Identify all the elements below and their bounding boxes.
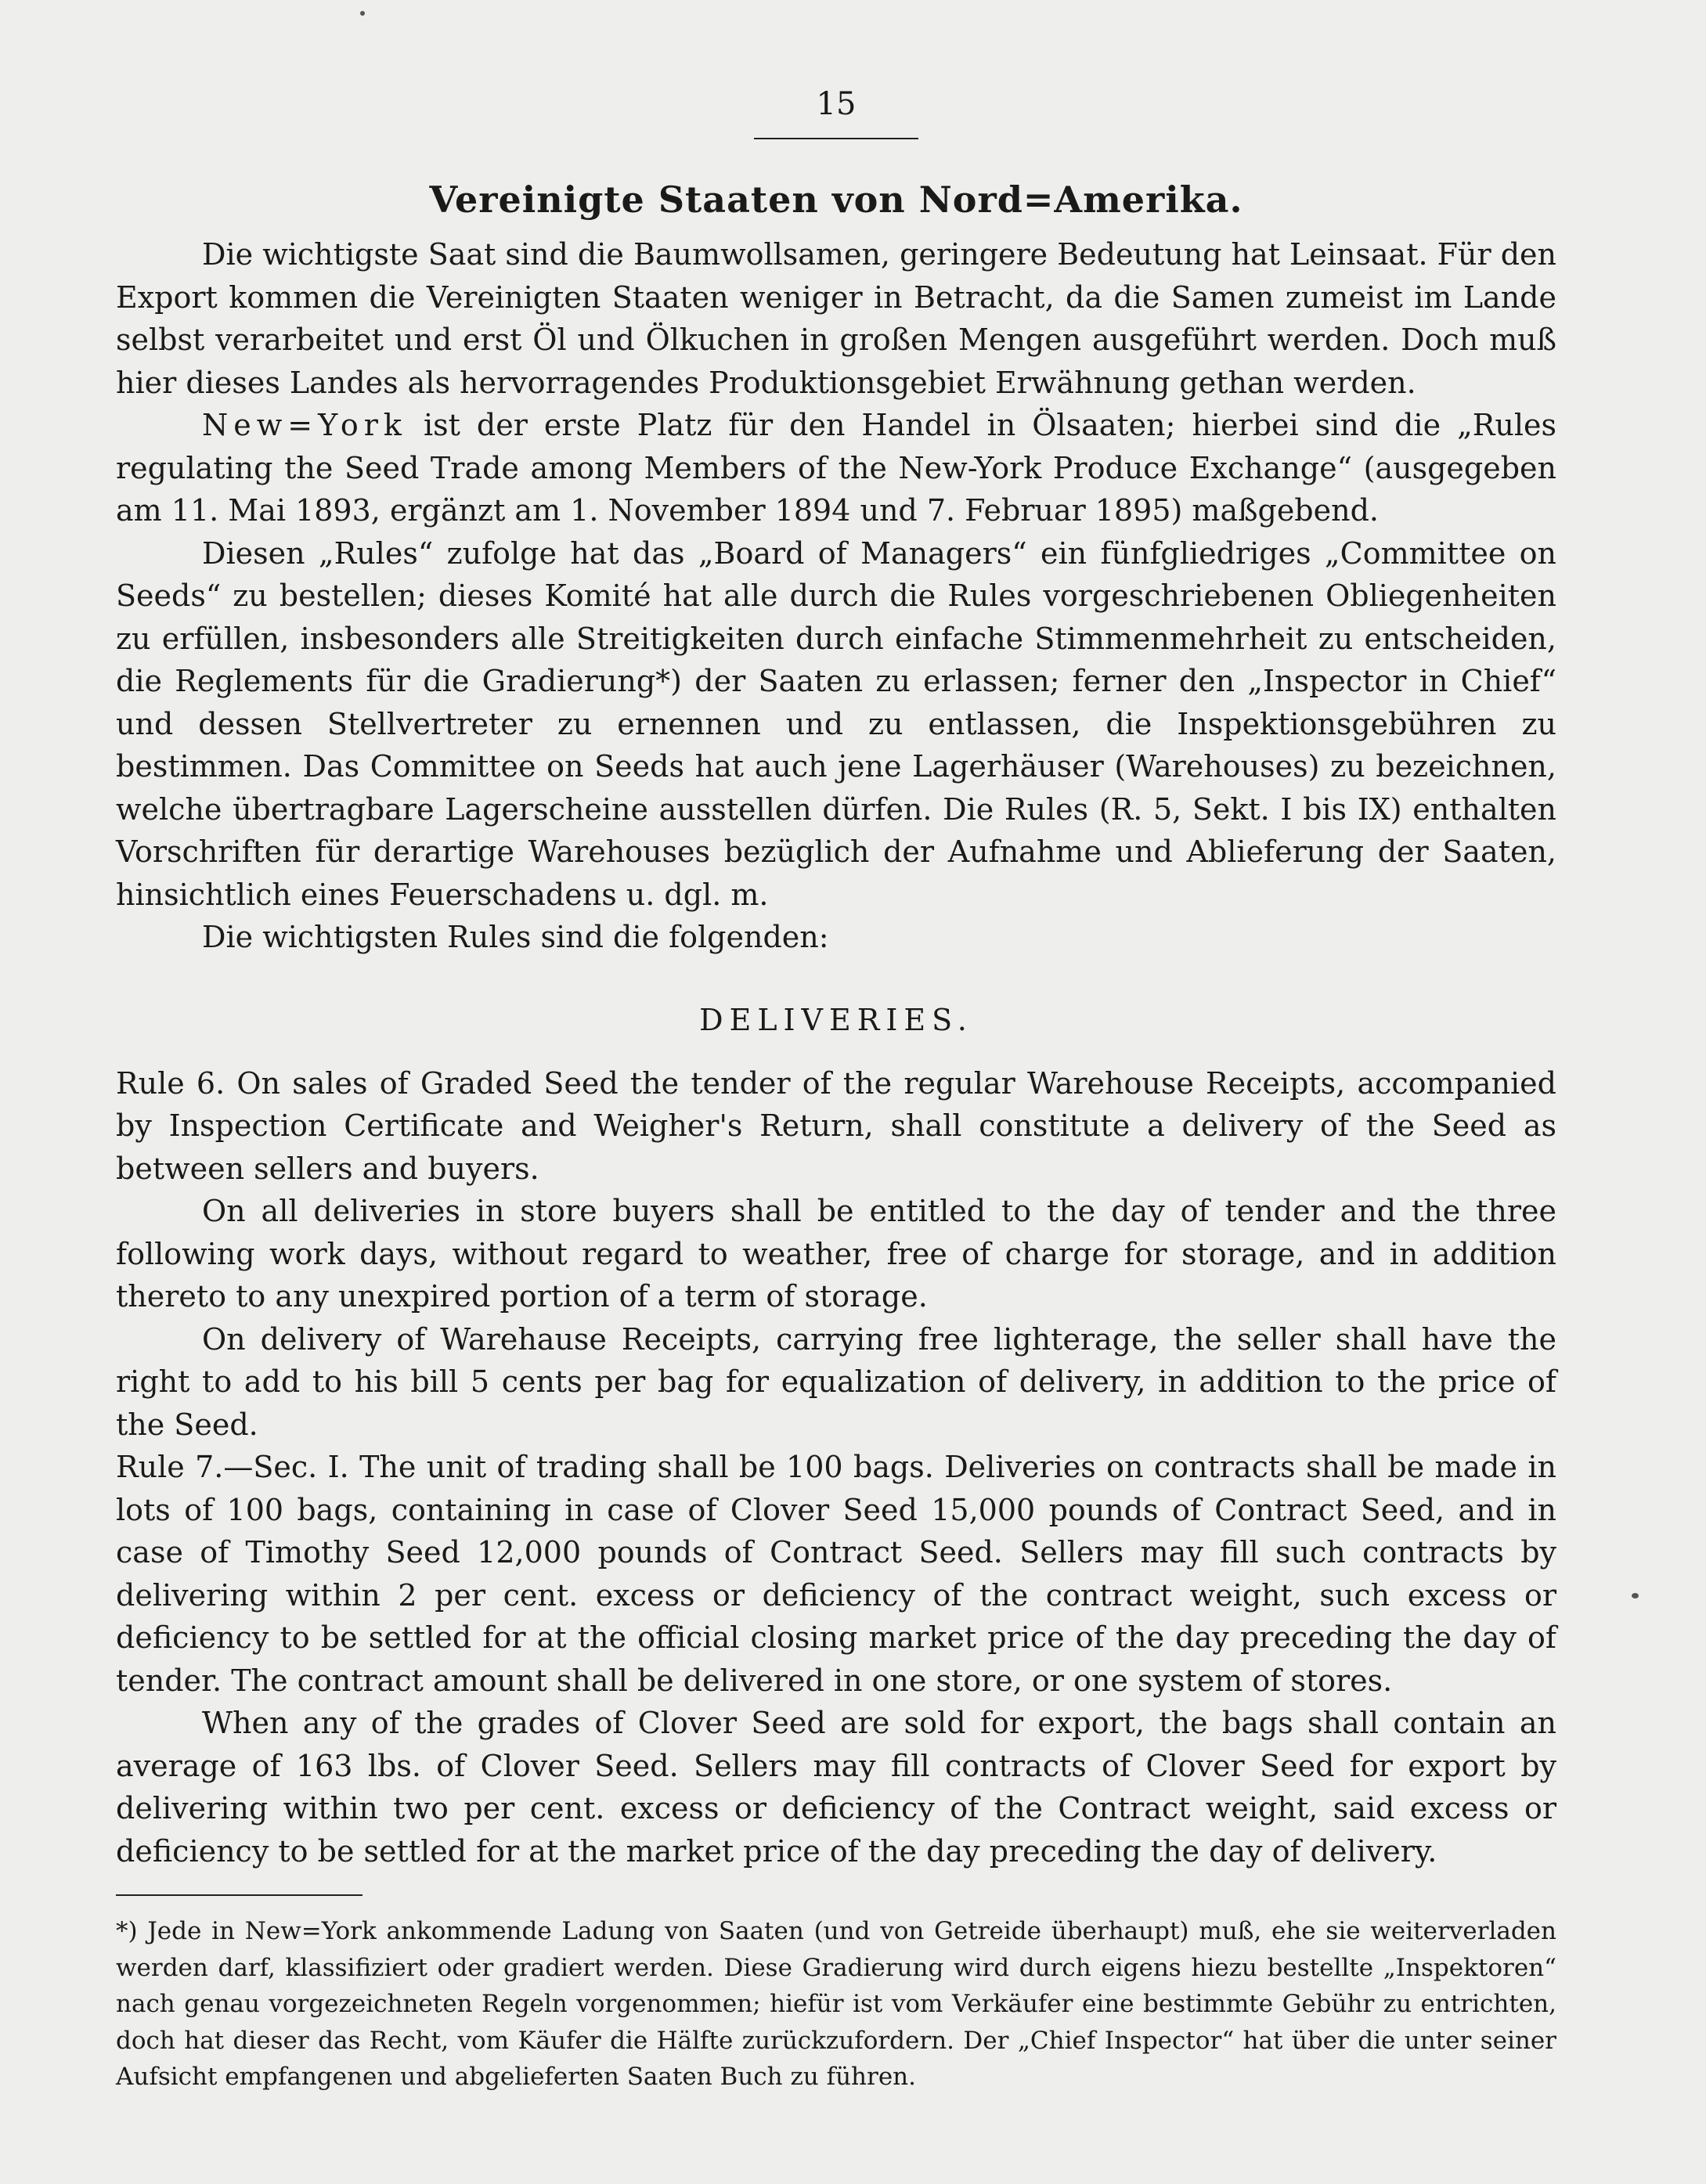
- paragraph-newyork: [116, 404, 1556, 532]
- paragraph-en-2: On all deliveries in store buyers shall be entitled to the day of tender and the three following work days, without regard to weather, free of charge for storage, and in addition thereto to any unexpired portion of a term of storage.: [116, 1194, 1556, 1314]
- paragraph-de-1: Die wichtigste Saat sind die Baumwollsamen, geringere Bedeutung hat Leinsaat. Für den Export kommen die Vereinigten Staaten weniger in Betracht, da die Samen zumeist im Lande selbst verarbeitet und erst Öl und Ölkuchen in großen Mengen ausgeführt werden. Doch muß hier dieses Landes als hervorragendes Produktionsgebiet Erwähnung gethan werden.: [116, 237, 1557, 400]
- paragraph-de-2: Diesen „Rules“ zufolge hat das „Board of Managers“ ein fünfgliedriges „Committee on Seeds“ zu bestellen; dieses Komité hat alle durch die Rules vorgeschriebenen Obliegenheiten zu erfüllen, insbesonders alle Streitigkeiten durch einfache Stimmenmehrheit zu entscheiden, die Reglements für die Gradierung*) der Saaten zu erlassen; ferner den „Inspector in Chief“ und dessen Stellvertreter zu ernennen und zu entlassen, die Inspektionsgebühren zu bestimmen. Das Committee on Seeds hat auch jene Lagerhäuser (Warehouses) zu bezeichnen, welche übertragbare Lagerscheine ausstellen dürfen. Die Rules (R. 5, Sekt. I bis IX) enthalten Vorschriften für derartige Warehouses bezüglich der Aufnahme und Ablieferung der Saaten, hinsichtlich eines Feuerschadens u. dgl. m.: [116, 535, 1556, 912]
- deliveries-title: DELIVERIES.: [699, 1002, 973, 1037]
- paragraph-rule-7: Rule 7.—Sec. I. The unit of trading shall be 100 bags. Deliveries on contracts shall be made in lots of 100 bags, containing in case of Clover Seed 15,000 pounds of Contract Seed, and in case of Timothy Seed 12,000 pounds of Contract Seed. Sellers may fill such contracts by delivering within 2 per cent. excess or deficiency of the contract weight, such excess or deficiency to be settled for at the official closing market price of the day preceding the day of tender. The contract amount shall be delivered in one store, or one system of stores.: [116, 1450, 1556, 1698]
- paragraph-rule-6: Rule 6. On sales of Graded Seed the tender of the regular Warehouse Receipts, accompanied by Inspection Certificate and Weigher's Return, shall constitute a delivery of the Seed as between sellers and buyers.: [116, 1065, 1556, 1186]
- page-number-rule: [754, 138, 918, 139]
- scan-speck-top: [360, 11, 365, 16]
- paragraph-de-3: Die wichtigsten Rules sind die folgenden:: [202, 920, 829, 954]
- newyork-city: New=York: [202, 408, 407, 442]
- footnote-rule: [116, 1894, 362, 1896]
- section-heading: Vereinigte Staaten von Nord=Amerika.: [429, 178, 1243, 221]
- paragraph-en-3: On delivery of Warehause Receipts, carrying free lighterage, the seller shall have the right to add to his bill 5 cents per bag for equalization of delivery, in addition to the price of the Seed.: [116, 1321, 1556, 1442]
- scan-speck-right: [1632, 1593, 1639, 1598]
- page-number: 15: [816, 86, 857, 122]
- footnote: *) Jede in New=York ankommende Ladung von Saaten (und von Getreide überhaupt) muß, ehe sie weiterverladen werden darf, klassifiziert oder gradiert werden. Diese Gradierung wird durch eigens hiezu bestellte „Inspektoren“ nach genau vorgezeichneten Regeln vorgenommen; hiefür ist vom Verkäufer eine bestimmte Gebühr zu entrichten, doch hat dieser das Recht, vom Käufer die Hälfte zurückzufordern. Der „Chief Inspector“ hat über die unter seiner Aufsicht empfangenen und abgelieferten Saaten Buch zu führen.: [116, 1917, 1556, 2091]
- paragraph-en-5: When any of the grades of Clover Seed are sold for export, the bags shall contain an average of 163 lbs. of Clover Seed. Sellers may fill contracts of Clover Seed for export by delivering within two per cent. excess or deficiency of the Contract weight, said excess or deficiency to be settled for at the market price of the day preceding the day of delivery.: [116, 1706, 1556, 1869]
- newyork-text: ist der erste Platz für den Handel in Ölsaaten; hierbei sind die „Rules regulating the Seed Trade among Members of the New-York Produce Exchange“ (ausgegeben am 11. Mai 1893, ergänzt am 1. November 1894 und 7. Februar 1895) maßgebend.: [116, 408, 1556, 528]
- document-page: [116, 78, 1556, 2096]
